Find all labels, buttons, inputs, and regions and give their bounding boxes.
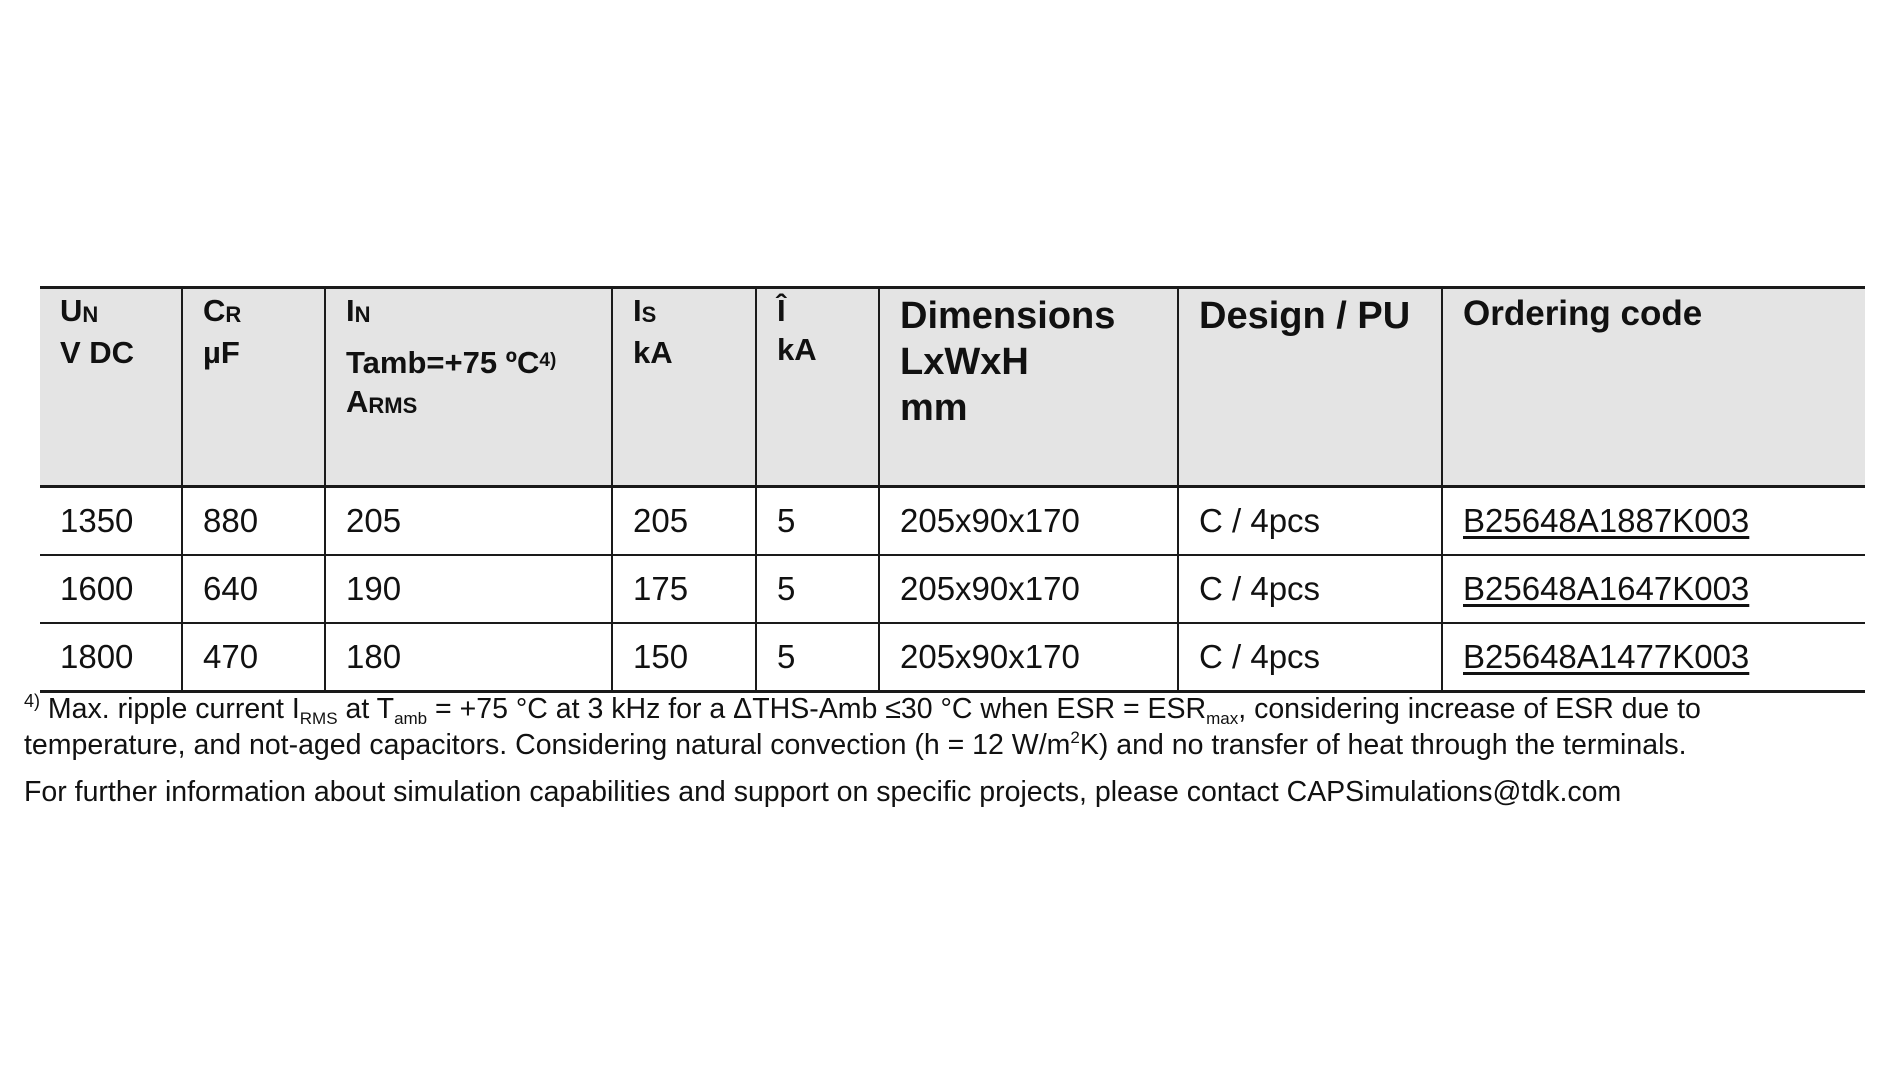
cell-design: C / 4pcs bbox=[1178, 623, 1442, 692]
cell-capacitance: 470 bbox=[182, 623, 325, 692]
table-row bbox=[40, 555, 1865, 623]
footnote-line-1: $^{4)}$ Max. ripple current $I_{RMS}$ at $T_{amb} = +75$ °C at 3 kHz for a ΔTHS-Amb ≤30 °C when ESR = $ESR_{max}$, considering increase of ESR due to bbox=[24, 691, 1701, 728]
table-row bbox=[40, 623, 1865, 692]
capacitor-spec-table bbox=[40, 286, 1865, 693]
cell-capacitance: 880 bbox=[182, 487, 325, 556]
table-header-row bbox=[40, 288, 1865, 487]
cell-rated-current: 190 bbox=[325, 555, 612, 623]
cell-rated-voltage: 1600 bbox=[40, 555, 182, 623]
cell-peak-current: 5 bbox=[756, 623, 879, 692]
header-surge-current: $I_S$ kA bbox=[612, 288, 756, 487]
header-rated-voltage: $U_N$ V DC bbox=[40, 288, 182, 487]
footnote-line-2: temperature, and not-aged capacitors. Considering natural convection (h = 12 $W/m^2K$) and no transfer of heat through the terminals. bbox=[24, 728, 1687, 761]
ordering-code-link[interactable]: B25648A1647K003 bbox=[1442, 555, 1865, 623]
footnote-reference: 4) bbox=[539, 350, 557, 371]
header-ordering-code: Ordering code bbox=[1442, 288, 1865, 487]
table-row bbox=[40, 487, 1865, 556]
ordering-code-link[interactable]: B25648A1477K003 bbox=[1442, 623, 1865, 692]
header-design-pu: Design / PU bbox=[1178, 288, 1442, 487]
cell-design: C / 4pcs bbox=[1178, 555, 1442, 623]
header-capacitance: $C_R$ µF bbox=[182, 288, 325, 487]
cell-capacitance: 640 bbox=[182, 555, 325, 623]
cell-rated-voltage: 1800 bbox=[40, 623, 182, 692]
cell-rated-voltage: 1350 bbox=[40, 487, 182, 556]
cell-dimensions: 205x90x170 bbox=[879, 555, 1178, 623]
header-dimensions: Dimensions LxWxH mm bbox=[879, 288, 1178, 487]
cell-surge-current: 205 bbox=[612, 487, 756, 556]
cell-dimensions: 205x90x170 bbox=[879, 623, 1178, 692]
contact-note: For further information about simulation capabilities and support on specific projects, please contact CAPSimulations@tdk.com bbox=[24, 776, 1622, 808]
cell-peak-current: 5 bbox=[756, 487, 879, 556]
cell-rated-current: 180 bbox=[325, 623, 612, 692]
cell-design: C / 4pcs bbox=[1178, 487, 1442, 556]
footnote-marker: 4) bbox=[24, 691, 41, 711]
cell-surge-current: 175 bbox=[612, 555, 756, 623]
header-peak-current: Î kA bbox=[756, 288, 879, 487]
cell-dimensions: 205x90x170 bbox=[879, 487, 1178, 556]
cell-rated-current: 205 bbox=[325, 487, 612, 556]
cell-surge-current: 150 bbox=[612, 623, 756, 692]
header-rated-current: $I_N$ Tamb=+75 ºC$^{4)}$ $A_{RMS}$ bbox=[325, 288, 612, 487]
cell-peak-current: 5 bbox=[756, 555, 879, 623]
ordering-code-link[interactable]: B25648A1887K003 bbox=[1442, 487, 1865, 556]
